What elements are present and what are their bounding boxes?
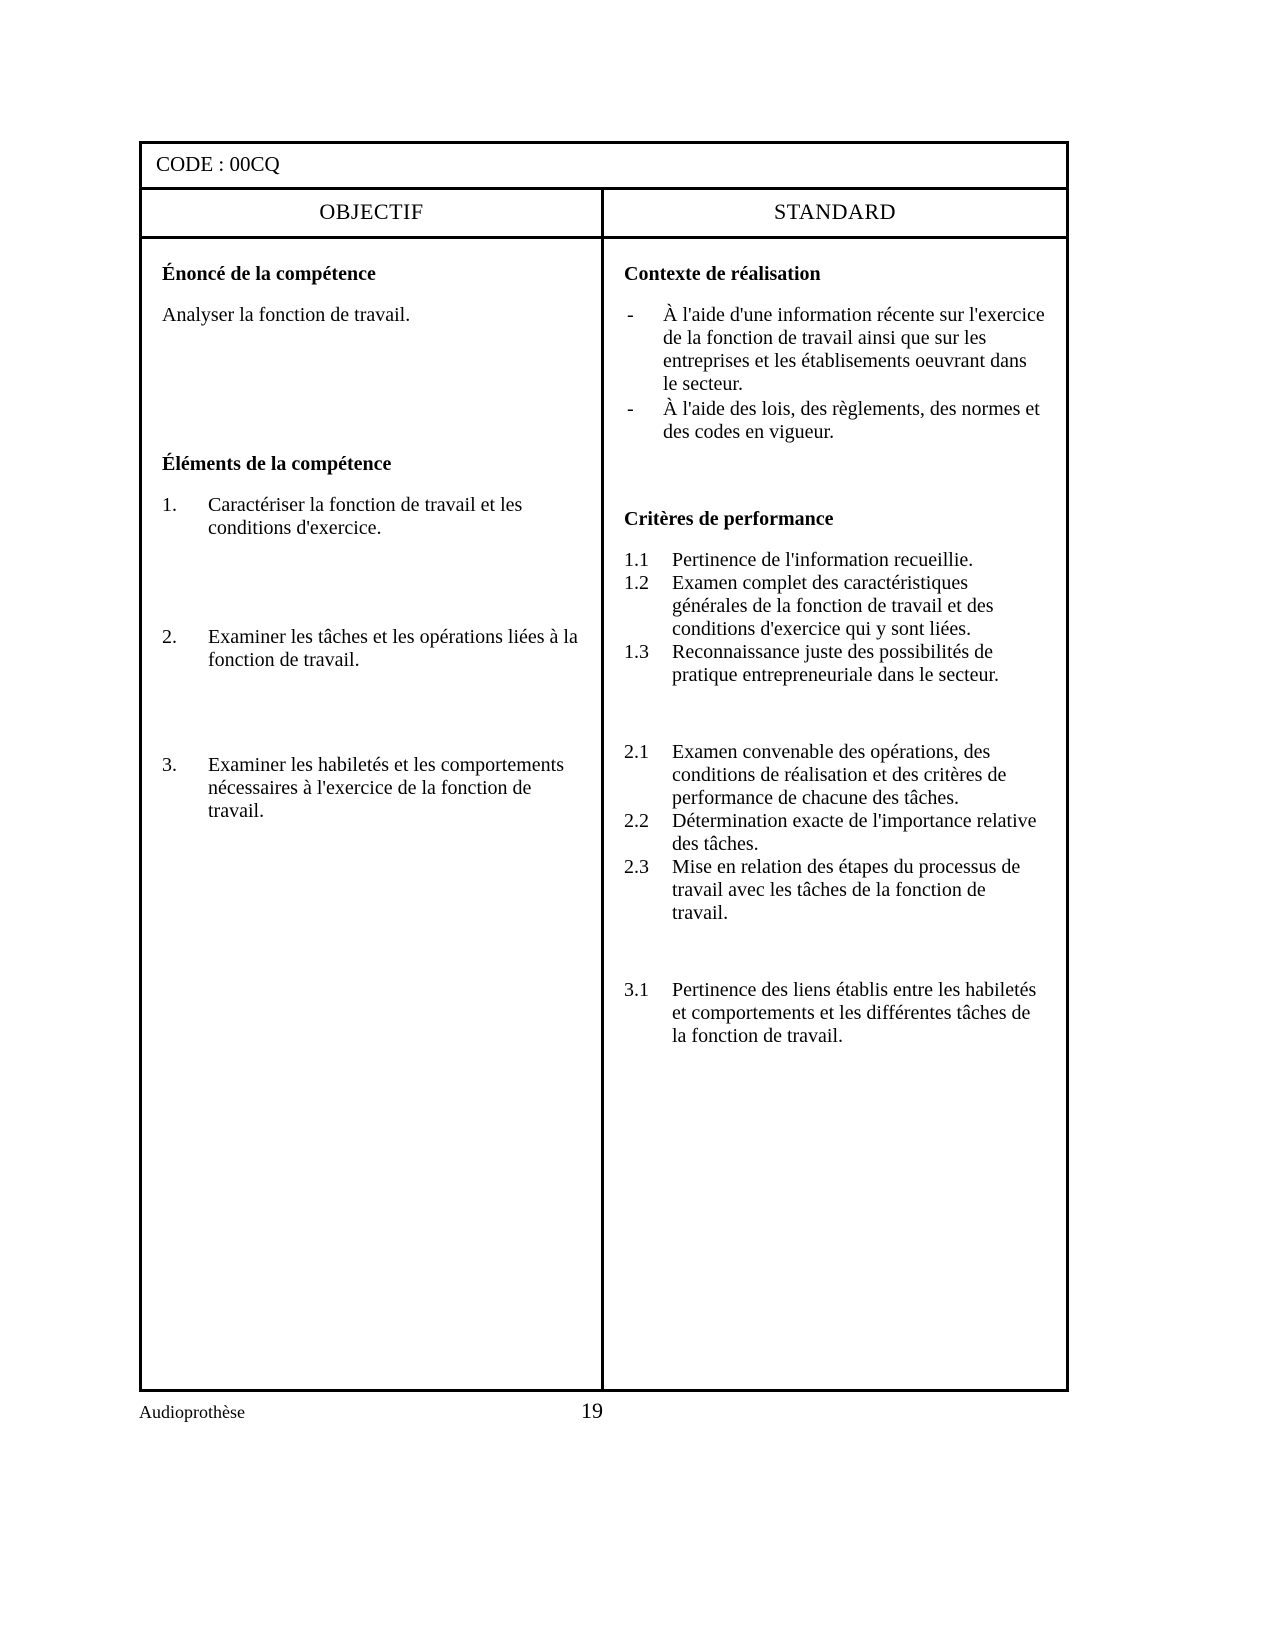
contexte-title: Contexte de réalisation	[624, 263, 821, 285]
criteres-group-1	[624, 549, 1046, 687]
element-text: Examiner les habiletés et les comportements nécessaires à l'exercice de la fonction de travail.	[208, 754, 564, 822]
critere-number: 2.3	[624, 856, 649, 878]
list-item	[624, 304, 1046, 396]
contexte-text: À l'aide d'une information récente sur l'exercice de la fonction de travail ainsi que sur les entreprises et les établisements oeuvrant dans le secteur.	[663, 304, 1045, 395]
critere-number: 1.2	[624, 572, 649, 594]
critere-number: 2.2	[624, 810, 649, 832]
critere-text: Reconnaissance juste des possibilités de pratique entrepreneuriale dans le secteur.	[672, 641, 1000, 686]
list-item	[624, 810, 1046, 856]
critere-number: 1.1	[624, 549, 649, 571]
elements-list	[162, 494, 581, 823]
criteres-title: Critères de performance	[624, 508, 834, 530]
table-body-row	[142, 239, 1066, 1389]
contexte-marker: -	[627, 304, 634, 326]
list-item	[624, 398, 1046, 444]
objectif-cell	[142, 239, 604, 1389]
critere-number: 1.3	[624, 641, 649, 663]
list-item	[624, 549, 1046, 572]
standard-cell	[604, 239, 1066, 1389]
list-item	[624, 572, 1046, 641]
critere-text: Examen complet des caractéristiques générales de la fonction de travail et des conditions d'exercice qui y sont liées.	[672, 572, 994, 640]
table-header-row	[142, 190, 1066, 239]
element-text: Examiner les tâches et les opérations liées à la fonction de travail.	[208, 626, 578, 671]
enonce-text: Analyser la fonction de travail.	[162, 304, 411, 326]
element-number: 1.	[162, 494, 177, 516]
critere-number: 3.1	[624, 979, 649, 1001]
page-footer	[139, 1398, 1069, 1438]
list-item	[624, 979, 1046, 1048]
list-item	[624, 641, 1046, 687]
criteres-group-3	[624, 979, 1046, 1048]
critere-text: Pertinence de l'information recueillie.	[672, 549, 974, 571]
element-text: Caractériser la fonction de travail et les conditions d'exercice.	[208, 494, 523, 539]
critere-text: Mise en relation des étapes du processus de travail avec les tâches de la fonction de travail.	[672, 856, 1021, 924]
contexte-list	[624, 304, 1046, 444]
column-header-objectif: OBJECTIF	[142, 190, 604, 236]
footer-program: Audioprothèse	[139, 1402, 245, 1422]
enonce-title: Énoncé de la compétence	[162, 263, 376, 285]
element-number: 3.	[162, 754, 177, 776]
list-item	[162, 626, 581, 672]
list-item	[624, 741, 1046, 810]
contexte-text: À l'aide des lois, des règlements, des normes et des codes en vigueur.	[663, 398, 1040, 443]
column-header-standard: STANDARD	[773, 199, 897, 224]
list-item	[162, 494, 581, 540]
critere-text: Détermination exacte de l'importance relative des tâches.	[672, 810, 1037, 855]
code-row	[142, 144, 1066, 190]
critere-text: Pertinence des liens établis entre les habiletés et comportements et les différentes tâches de la fonction de travail.	[672, 979, 1037, 1047]
footer-page-number: 19	[581, 1398, 603, 1423]
elements-title: Éléments de la compétence	[162, 453, 392, 475]
code-label: CODE : 00CQ	[156, 152, 280, 176]
competency-table	[139, 141, 1069, 1392]
element-number: 2.	[162, 626, 177, 648]
contexte-marker: -	[627, 398, 634, 420]
critere-number: 2.1	[624, 741, 649, 763]
list-item	[162, 754, 581, 823]
list-item	[624, 856, 1046, 925]
critere-text: Examen convenable des opérations, des conditions de réalisation et des critères de performance de chacune des tâches.	[672, 741, 1007, 809]
criteres-group-2	[624, 741, 1046, 925]
